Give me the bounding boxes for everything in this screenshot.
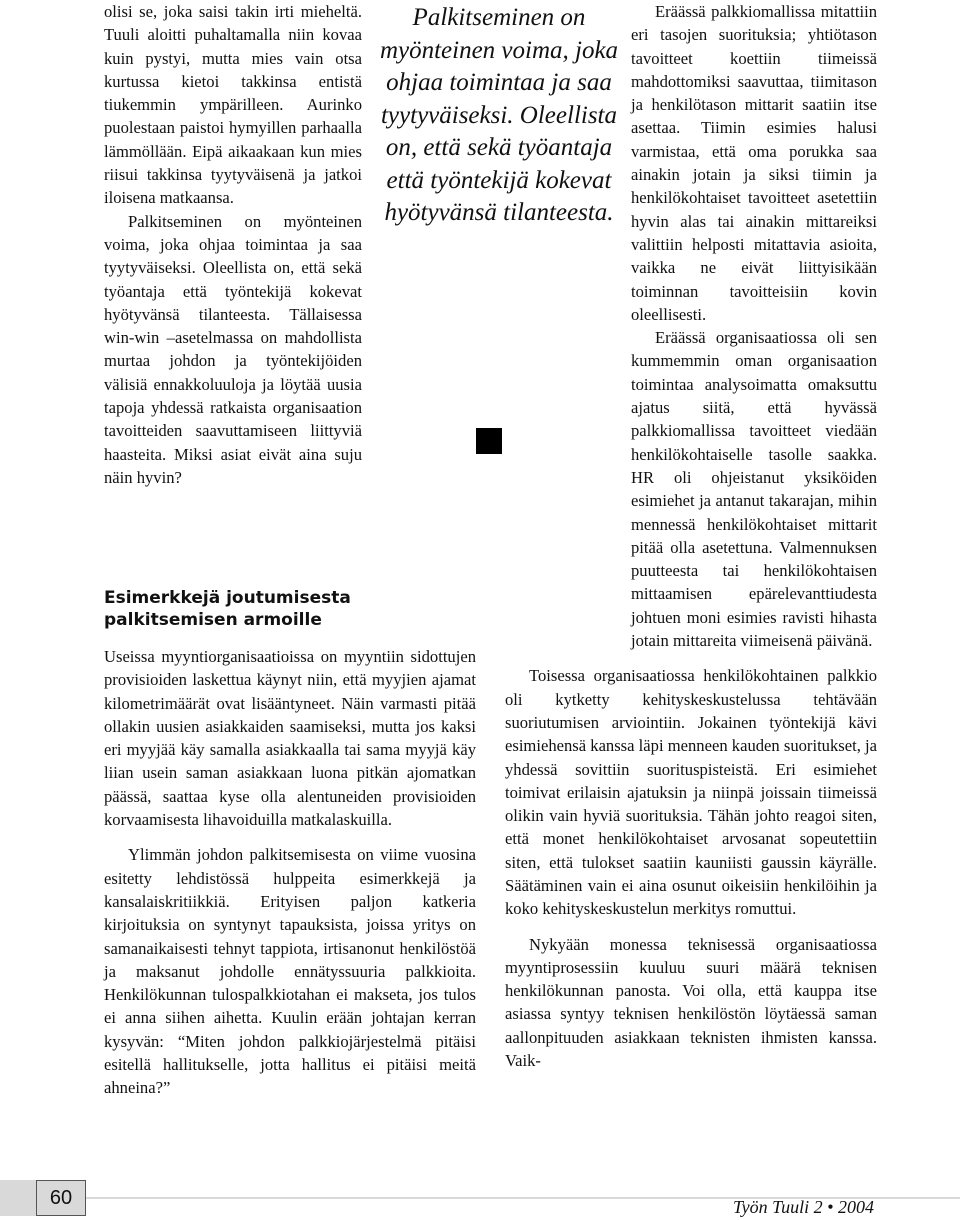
section-paragraph-1: Useissa myyntiorganisaatioissa on myyntiin sidottujen provisioiden laskettua käynyt niin, että myyjien ajamat kilometrimäärät ovat lisääntyneet. Näin varmasti pitää ollakin uusien asiakkaiden saamiseksi, mutta jos kaksi eri myyjää käy samalla asiakkaalla tai sama myyjä käy liian usein saman asiakkaan luona pitkän ajomatkan päässä, saattaa kyse olla alentuneiden provisioiden korvaamisesta lihavoiduilla matkalaskuilla. xyxy=(104,647,476,830)
right-paragraph-3: Toisessa organisaatiossa henkilökohtainen palkkio oli kytketty kehityskeskustelussa tehtävään suoriutumisen arviointiin. Jokainen työntekijä kävi esimiehensä kanssa läpi menneen kauden suoritukset, ja yhdessä sovittiin suorituspisteistä. Eri esimiehet toimivat erilaisin ajatuksin ja niinpä joissain tiimeissä olikin vain hyviä suorituksia. Tähän johto reagoi siten, että monet henkilökohtaiset arvosanat sopeutettiin siten, että tulokset saatiin kauniisti gaussin käyrälle. Säätäminen vain ei aina osunut oikeisiin henkilöihin ja koko kehityskeskustelun merkitys romuttui. xyxy=(505,666,877,919)
intro-paragraph-2: Palkitseminen on myönteinen voima, joka ohjaa toimintaa ja saa tyytyväiseksi. Oleellista on, että sekä työantaja että työntekijä kokevat hyötyvänsä tilanteesta. Tällaisessa win-win –asetelmassa on mahdollista murtaa johdon ja työntekijöiden välisiä ennakkoluuloja ja löytää uusia tapoja yhdessä ratkaista organisaation tavoitteiden saavuttamiseen liittyviä haasteita. Miksi asiat eivät aina suju näin hyvin? xyxy=(104,211,362,487)
footer-tab xyxy=(0,1180,36,1216)
section-heading: Esimerkkejä joutumisesta palkitsemisen armoille xyxy=(104,588,351,630)
section-paragraph-2: Ylimmän johdon palkitsemisesta on viime vuosina esitetty lehdistössä hulppeita esimerkkejä ja kansalaiskritiikkiä. Erityisen paljon katkeria kirjoituksia on syntynyt tapauksista, joissa yritys on samanaikaisesti tehnyt tappiota, irtisanonut henkilöstöä ja maksanut johdolle ennätyssuuria palkkioita. Henkilökunnan tulospalkkiotahan ei makseta, jos tulos ei anna siihen aihetta. Kuulin erään johtajan kerran kysyvän: “Miten johdon palkkiojärjestelmä pitäisi esitellä hallitukselle, jotta hallitus ei pitäisi meitä ahneina?” xyxy=(104,845,476,1098)
right-paragraph-4: Nykyään monessa teknisessä organisaatiossa myyntiprosessiin kuuluu suuri määrä teknisen henkilökunnan panosta. Voi olla, että kauppa itse asiassa syntyy teknisen henkilöstön löytäessä saman aallonpituuden asiakkaan teknisten ihmisten kanssa. Vaik- xyxy=(505,934,877,1071)
page-number: 60 xyxy=(36,1180,86,1216)
section-body xyxy=(104,645,476,1112)
intro-paragraph-1: olisi se, joka saisi takin irti mieheltä. Tuuli aloitti puhaltamalla niin kovaa kuin pystyi, mutta mies vain otsa kurtussa kietoi takkinsa entistä tiukemmin ympärilleen. Aurinko puolestaan paistoi hymyillen parhaalla lämmöllään. Eipä aikaakaan kun mies riisui takkinsa tyytyväisenä ja jatkoi iloisena matkaansa. xyxy=(104,2,362,208)
pull-quote: Palkitseminen on myönteinen voima, joka ohjaa toimintaa ja saa tyytyväiseksi. Oleellista on, että sekä työantaja että työntekijä kokevat hyötyvänsä tilanteesta. xyxy=(379,4,619,226)
section-marker-square xyxy=(476,428,502,454)
right-paragraph-2: Eräässä organisaatiossa oli sen kummemmin oman organisaation toimintaa analysoimatta omaksuttu ajatus siitä, että hyvässä palkkiomallissa tavoitteet viedään henkilökohtaiselle tasolle saakka. HR oli ohjeistanut yksiköiden esimiehet ja antanut takarajan, mihin mennessä henkilökohtaiset mittarit pitää olla asetettuna. Valmennuksen puutteesta tai henkilökohtaisen mittaamisen epärelevanttiudesta johtuen moni esimies ravisti hihasta jotain mittareita viimeisenä päivänä. xyxy=(631,328,877,651)
right-paragraph-1: Eräässä palkkiomallissa mitattiin eri tasojen suorituksia; yhtiötason tavoitteet koettiin tiimeissä mahdottomiksi saavuttaa, tiimitason ja henkilötason mittarit saatiin itse asettaa. Tiimin esimies halusi varmistaa, että oma porukka saa ainakin jotain ja siksi tiimin ja henkilökohtaiset tavoitteet asetettiin hyvin alas tai ainakin mittareiksi valittiin helposti mitattavia asioita, vaikka ne eivät liittyisikään toiminnan tavoitteisiin kovin oleellisesti. xyxy=(631,2,877,324)
right-column xyxy=(505,0,877,1072)
publication-name: Työn Tuuli 2 • 2004 xyxy=(733,1197,874,1217)
